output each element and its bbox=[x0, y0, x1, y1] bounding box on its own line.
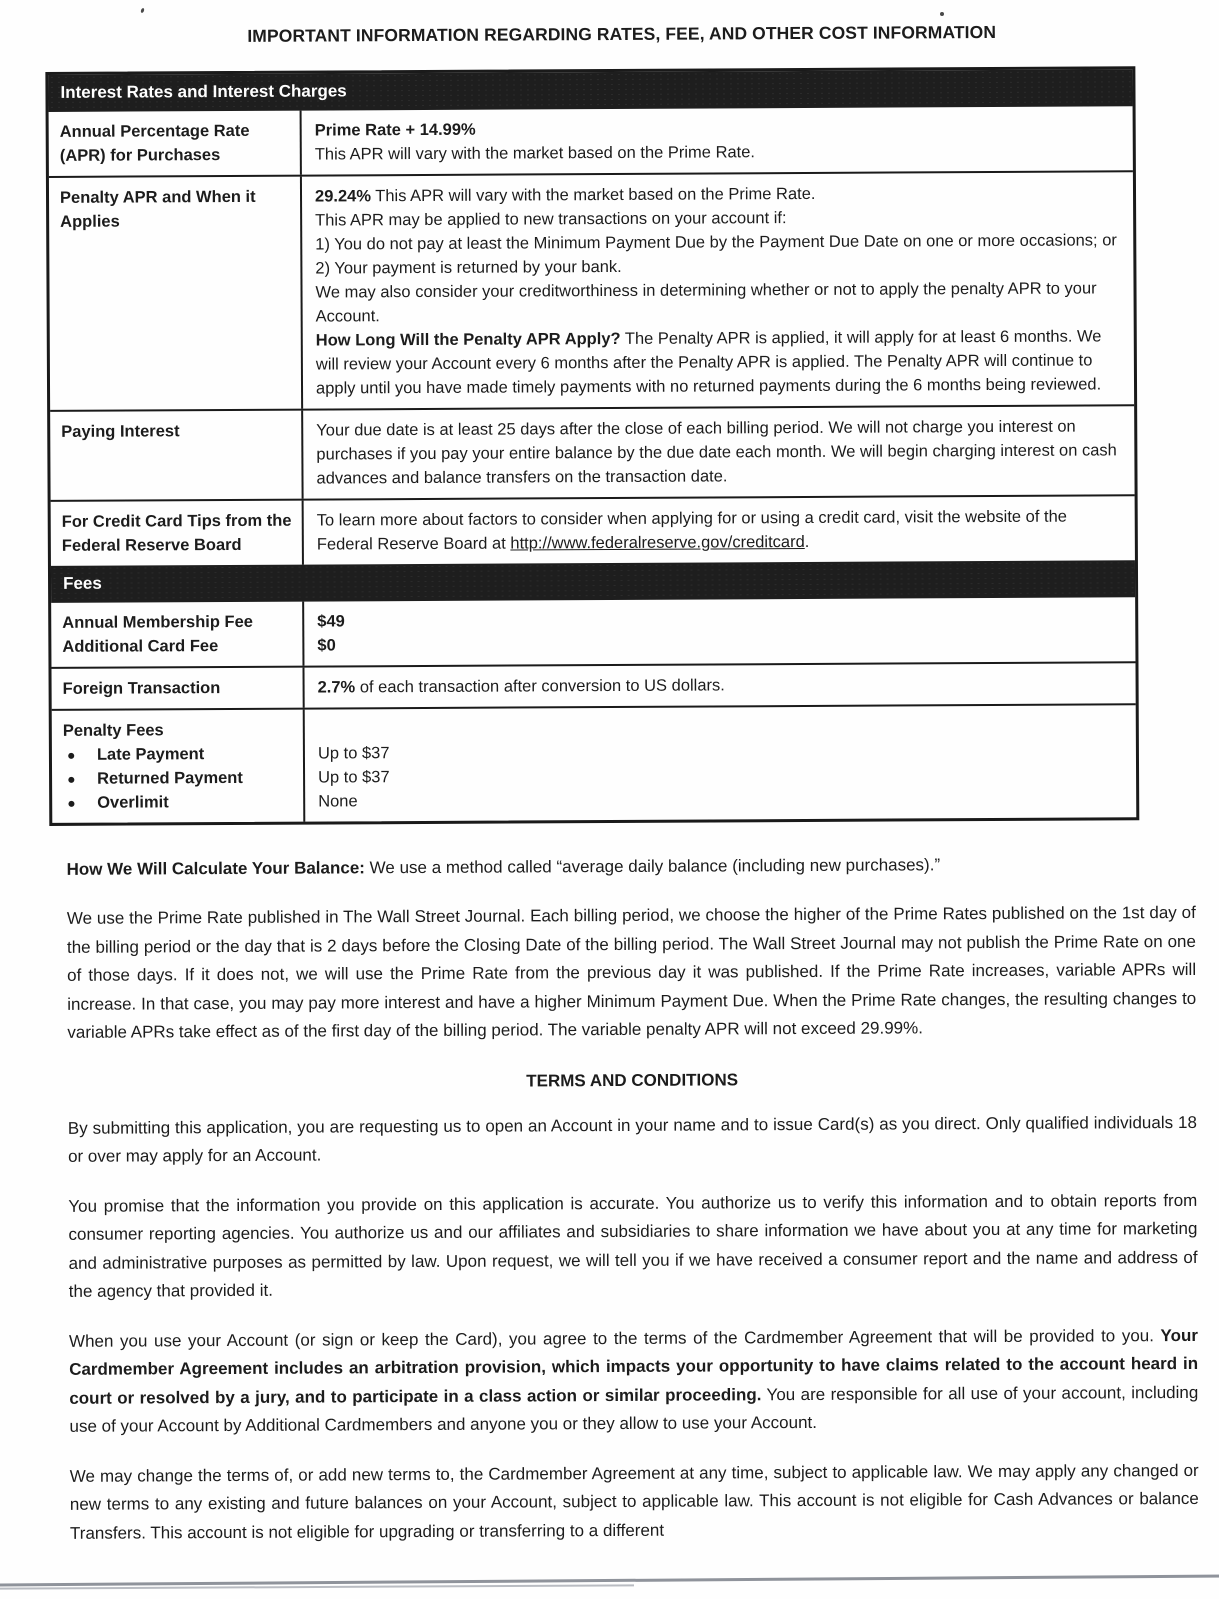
row-value bbox=[304, 663, 1135, 707]
row-label: Annual Percentage Rate (APR) for Purchases bbox=[49, 111, 302, 176]
additional-card-fee-value: $0 bbox=[317, 636, 336, 655]
row-value bbox=[305, 705, 1137, 821]
terms-para3-outro: You are responsible for all use of your account, including use of your Account by Additional Cardmembers and anyone you or they allow to use your Account. bbox=[69, 1382, 1199, 1436]
table-row-penalty-apr bbox=[49, 170, 1134, 410]
penalty-apr-line2: This APR may be applied to new transactions on your account if: bbox=[315, 209, 787, 230]
foreign-transaction-rest: of each transaction after conversion to US dollars. bbox=[355, 676, 725, 697]
penalty-apr-line3: 1) You do not pay at least the Minimum Payment Due by the Payment Due Date on one or more occasions; or bbox=[315, 231, 1117, 254]
penalty-apr-question-rest: The Penalty APR is applied, it will apply for at least 6 months. We will review your Account every 6 months after the Penalty APR is applied. The Penalty APR will continue to apply until you have made timely payments with no returned payments during the 6 months being reviewed. bbox=[315, 327, 1102, 398]
row-label bbox=[52, 710, 306, 823]
table-row-paying-interest bbox=[50, 404, 1134, 500]
membership-fee-label: Annual Membership Fee bbox=[62, 612, 254, 632]
apr-rate-note: This APR will vary with the market based on the Prime Rate. bbox=[314, 143, 756, 164]
rates-and-fees-table bbox=[45, 66, 1139, 826]
row-value bbox=[304, 496, 1135, 564]
penalty-fee-item bbox=[63, 790, 293, 815]
penalty-apr-rate: 29.24% bbox=[314, 187, 372, 206]
arbitration-provision-text: Your Cardmember Agreement includes an arbitration provision, which impacts your opportunity to have claims related to the account heard in court or resolved by a jury, and to participate in a class action or similar proceeding. bbox=[69, 1325, 1199, 1408]
federal-reserve-link[interactable]: http://www.federalreserve.gov/creditcard bbox=[510, 532, 805, 553]
row-value bbox=[304, 597, 1135, 665]
overlimit-fee-value: None bbox=[318, 792, 358, 811]
terms-paragraph-3 bbox=[69, 1321, 1199, 1441]
penalty-fee-item bbox=[63, 742, 293, 767]
penalty-fees-label: Penalty Fees bbox=[62, 721, 164, 740]
bullet-icon: ● bbox=[67, 794, 76, 811]
returned-payment-fee-value: Up to $37 bbox=[318, 768, 390, 787]
terms-paragraph-4: We may change the terms of, or add new terms to, the Cardmember Agreement at any time, subject to applicable law. We may apply any changed or new terms to any existing and future balances on your Account, subject to applicable law. This account is not eligible for Cash Advances or balance Transfers. This account is not eligible for upgrading or transferring to a different bbox=[69, 1460, 1199, 1543]
penalty-apr-question: How Long Will the Penalty APR Apply? bbox=[315, 329, 621, 350]
credit-tips-text: To learn more about factors to consider when applying for or using a credit card, visit the website of the Federal Reserve Board at bbox=[316, 507, 1067, 554]
penalty-apr-duration bbox=[316, 324, 1120, 400]
balance-note-heading: How We Will Calculate Your Balance: bbox=[66, 858, 365, 879]
table-row-penalty-fees bbox=[52, 703, 1137, 823]
table-row-membership-fee bbox=[51, 597, 1135, 667]
additional-card-fee-label: Additional Card Fee bbox=[62, 637, 219, 656]
row-value bbox=[302, 172, 1134, 408]
table-row-foreign-transaction bbox=[51, 661, 1135, 709]
row-label bbox=[51, 602, 304, 667]
row-value bbox=[302, 106, 1133, 174]
terms-paragraph-2: You promise that the information you provide on this application is accurate. You authorize us to verify this information and to obtain reports from consumer reporting agencies. You authorize us and our affiliates and subsidiaries to share information we have about you at any time for marketing and administrative purposes as permitted by law. Upon request, we will tell you if we have received a consumer report and the name and address of the agency that provided it. bbox=[68, 1190, 1198, 1301]
bullet-icon: ● bbox=[66, 746, 76, 763]
prime-rate-paragraph: We use the Prime Rate published in The Wall Street Journal. Each billing period, we choose the higher of the Prime Rates published on the 1st day of the billing period or the day that is 2 days before the Closing Date of the billing period. The Wall Street Journal may not publish the Prime Rate on one of those days. If it does not, we will use the Prime Rate from the previous day it was published. If the Prime Rate increases, variable APRs will increase. In that case, you may pay more interest and have a higher Minimum Payment Due. When the Prime Rate changes, the resulting changes to variable APRs take effect as of the first day of the billing period. The variable penalty APR will not exceed 29.99%. bbox=[66, 902, 1197, 1042]
section-header-interest-rates: Interest Rates and Interest Charges bbox=[48, 69, 1132, 112]
row-label: Foreign Transaction bbox=[51, 668, 304, 709]
section-header-fees: Fees bbox=[51, 560, 1135, 603]
credit-tips-period: . bbox=[804, 532, 810, 551]
row-label: Paying Interest bbox=[50, 411, 303, 500]
penalty-apr-line1-rest: This APR will vary with the market based on the Prime Rate. bbox=[370, 184, 816, 206]
terms-and-conditions-heading: TERMS AND CONDITIONS bbox=[526, 1069, 739, 1090]
penalty-fee-item-label: Overlimit bbox=[97, 793, 169, 812]
penalty-apr-line5: We may also consider your creditworthiness in determining whether or not to apply the penalty APR to your Account. bbox=[315, 279, 1097, 326]
penalty-fee-item-label: Returned Payment bbox=[97, 768, 243, 788]
terms-para3-intro: When you use your Account (or sign or keep the Card), you agree to the terms of the Cardmember Agreement that will be provided to you. bbox=[68, 1325, 1161, 1351]
bullet-icon: ● bbox=[67, 770, 76, 787]
table-row-apr-purchases bbox=[49, 106, 1133, 176]
membership-fee-value: $49 bbox=[317, 612, 345, 631]
row-label: For Credit Card Tips from the Federal Reserve Board bbox=[51, 501, 304, 566]
penalty-fee-item bbox=[63, 766, 293, 791]
table-row-credit-card-tips bbox=[51, 494, 1135, 566]
penalty-apr-line4: 2) Your payment is returned by your bank. bbox=[315, 257, 622, 278]
page-title: IMPORTANT INFORMATION REGARDING RATES, FEE, AND OTHER COST INFORMATION bbox=[247, 21, 997, 46]
row-value: Your due date is at least 25 days after the close of each billing period. We will not charge you interest on purchases if you pay your entire balance by the due date each month. We will begin charging interest on cash advances and balance transfers on the transaction date. bbox=[316, 417, 1117, 488]
apr-rate-value: Prime Rate + 14.99% bbox=[314, 120, 476, 140]
penalty-fee-item-label: Late Payment bbox=[96, 745, 205, 764]
row-label: Penalty APR and When it Applies bbox=[49, 177, 303, 410]
terms-paragraph-1: By submitting this application, you are requesting us to open an Account in your name and to issue Card(s) as you direct. Only qualified individuals 18 or over may apply for an Account. bbox=[67, 1112, 1197, 1166]
foreign-transaction-rate: 2.7% bbox=[317, 678, 356, 697]
balance-calculation-note bbox=[66, 850, 1195, 884]
balance-note-text: We use a method called “average daily balance (including new purchases).” bbox=[364, 855, 941, 878]
late-payment-fee-value: Up to $37 bbox=[317, 744, 390, 763]
